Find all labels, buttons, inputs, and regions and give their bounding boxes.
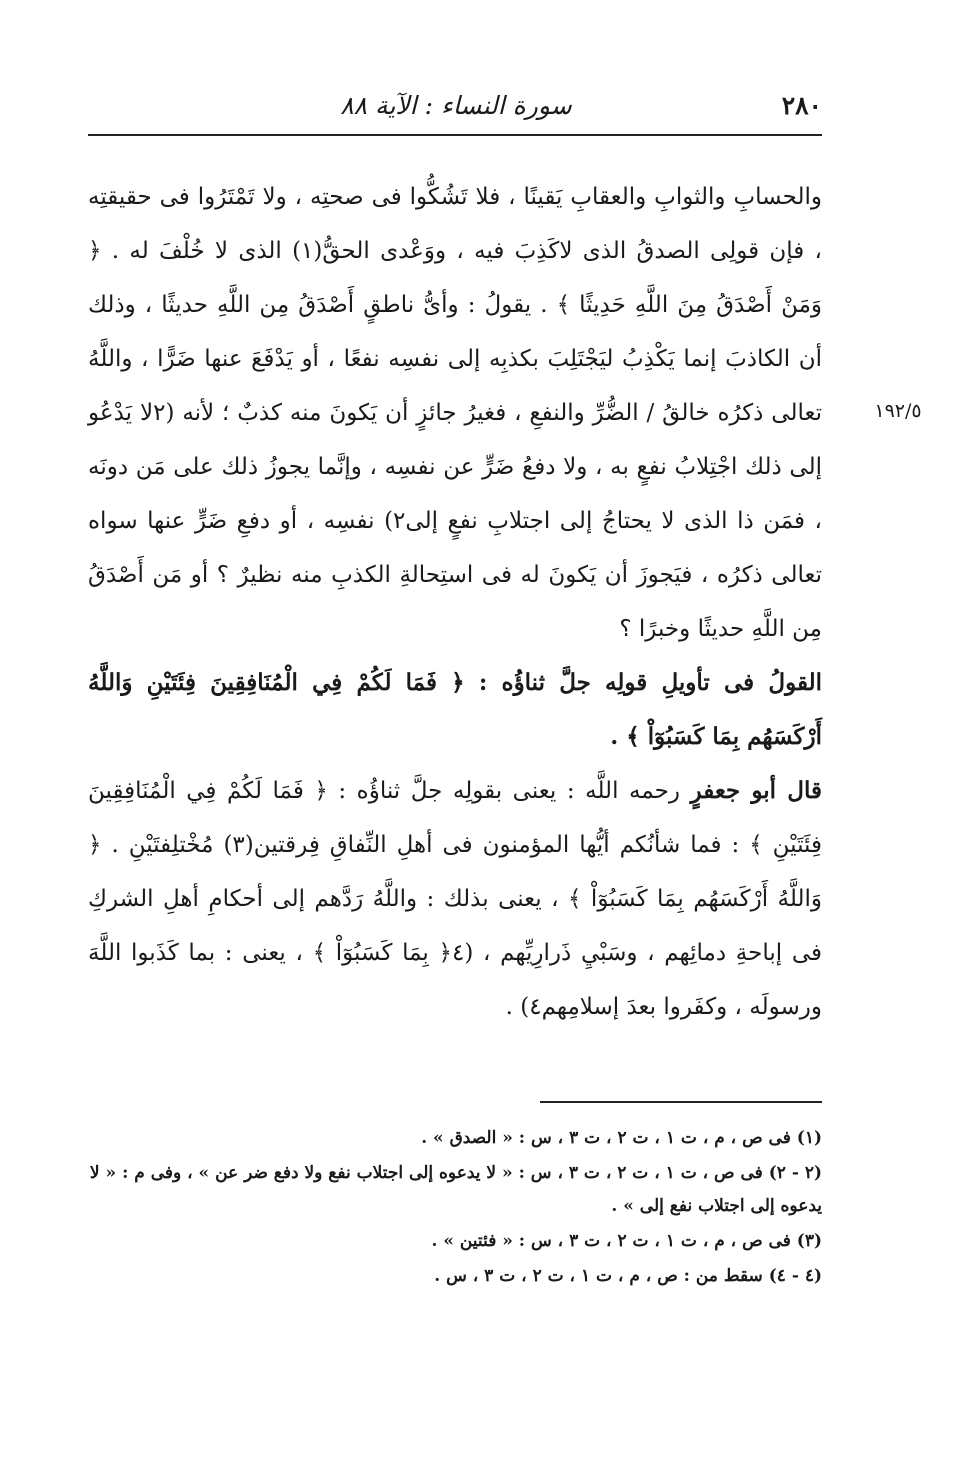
section-heading: القولُ فى تأويلِ قولِه جلَّ ثناؤُه : ﴿ فَمَا لَكُمْ فِي الْمُنَافِقِينَ فِئَتَيْنِ وَاللَّهُ أَرْكَسَهُم بِمَا كَسَبُوٓاْ ﴾ . [88,669,822,750]
paragraph-2-body: رحمه اللَّه : يعنى بقولِه جلَّ ثناؤُه : ﴿ فَمَا لَكُمْ فِي الْمُنَافِقِينَ فِئَتَيْنِ ﴾ : فما شأنُكم أيُّها المؤمنون فى أهلِ النِّفاقِ فِرقتين(٣) مُخْتلِفتَيْنِ . ﴿ وَاللَّهُ أَرْكَسَهُم بِمَا كَسَبُوٓاْ ﴾ ، يعنى بذلك : واللَّهُ رَدَّهم إلى أحكامِ أهلِ الشركِ فى إباحةِ دمائِهم ، وسَبْيِ ذَرارِيِّهم ، (٤﴿ بِمَا كَسَبُوٓاْ ﴾ ، يعنى : بما كَذَبوا اللَّهَ ورسولَه ، وكفَروا بعدَ إسلامِهم٤) . [88,778,822,1020]
footnote-3: (٣) فى ص ، م ، ت ١ ، ت ٢ ، ت ٣ ، س : « فئتين » . [431,1231,822,1251]
paragraph-1: والحسابِ والثوابِ والعقابِ يَقينًا ، فلا تَشُكُّوا فى صحتِه ، ولا تَمْتَرُوا فى حقيقتِه ، فإن قولِى الصدقُ الذى لاكَذِبَ فيه ، ووَعْدى الحقُّ(١) الذى لا خُلْفَ له . ﴿ وَمَنْ أَصْدَقُ مِنَ اللَّهِ حَدِيثًا ﴾ . يقولُ : وأىُّ ناطقٍ أَصْدَقُ مِن اللَّهِ حديثًا ، وذلك أن الكاذبَ إنما يَكْذِبُ ليَجْتَلِبَ بكذبِه إلى نفسِه نفعًا ، أو يَدْفَعَ عنها ضَرًّا ، واللَّهُ تعالى ذكرُه خالقُ / الضُّرِّ والنفعِ ، فغيرُ جائزٍ أن يَكونَ منه كذبٌ ؛ لأنه (٢لا يَدْعُو إلى ذلك اجْتِلابُ نفعٍ به ، ولا دفعُ ضَرٍّ عن نفسِه ، وإنَّما يجوزُ ذلك على مَن دونَه ، فمَن ذا الذى لا يحتاجُ إلى اجتلابِ نفعٍ إلى٢) نفسِه ، أو دفعِ ضَرٍّ عنها سواه تعالى ذكرُه ، فيَجوزَ أن يَكونَ له فى استِحالةِ الكذبِ منه نظيرٌ ؟ أو مَن أَصْدَقُ مِن اللَّهِ حديثًا وخبرًا ؟ [88,184,822,642]
margin-reference: ١٩٢/٥ [874,400,922,422]
page-header [88,85,822,125]
header-rule [88,134,822,136]
footnote-2: (٢ - ٢) فى ص ، ت ١ ، ت ٢ ، ت ٣ ، س : « لا يدعوه إلى اجتلاب نفع ولا دفع ضر عن » ، وفى م : « لا يدعوه إلى اجتلاب نفع إلى » . [89,1163,822,1216]
main-text [88,170,822,1034]
footnotes [88,1122,822,1295]
running-title: سورة النساء : الآية ٨٨ [340,90,572,120]
footnote-1: (١) فى ص ، م ، ت ١ ، ت ٢ ، ت ٣ ، س : « الصدق » . [421,1128,822,1148]
paragraph-2-lead: قال أبو جعفرٍ [690,777,822,804]
paragraph-2 [88,764,822,1034]
footnote-4: (٤ - ٤) سقط من : ص ، م ، ت ١ ، ت ٢ ، ت ٣ ، س . [434,1266,822,1286]
page-number: ٢٨٠ [781,90,822,120]
footnote-rule [540,1101,822,1103]
